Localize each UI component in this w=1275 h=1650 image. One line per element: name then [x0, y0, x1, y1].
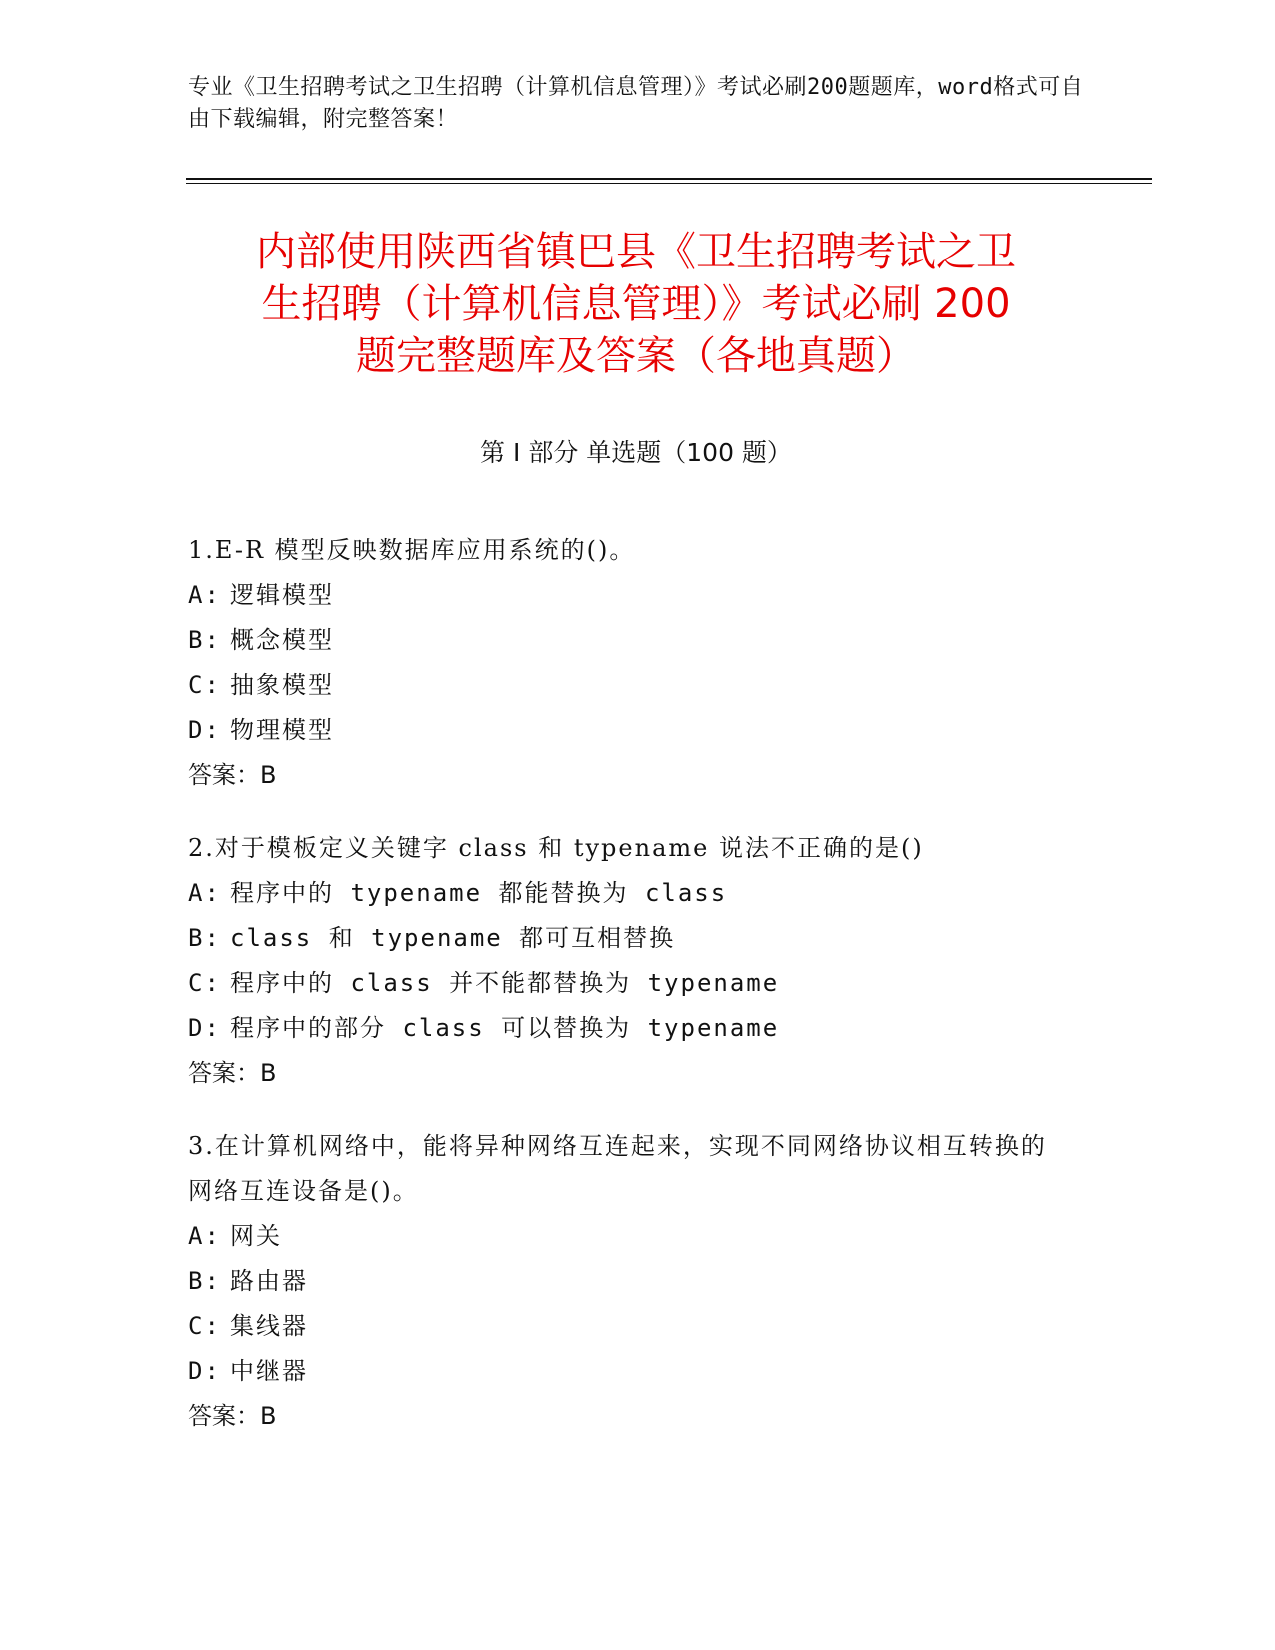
option-text: 逻辑模型 [230, 581, 334, 609]
option-d [188, 1349, 1088, 1394]
option-text: 集线器 [230, 1312, 308, 1340]
document-title-line-3: 题完整题库及答案（各地真题） [356, 333, 916, 379]
question-text: 2.对于模板定义关键字 class 和 typename 说法不正确的是() [188, 834, 924, 862]
answer-line: 答案：B [188, 1059, 277, 1087]
document-title [186, 226, 1086, 382]
answer-line: 答案：B [188, 761, 277, 789]
option-text: class 和 typename 都可互相替换 [230, 924, 676, 952]
option-letter: A: [188, 581, 221, 609]
option-d [188, 1006, 1088, 1051]
option-text: 程序中的部分 class 可以替换为 typename [230, 1014, 780, 1042]
option-d [188, 708, 1088, 753]
option-text: 物理模型 [230, 716, 334, 744]
option-letter: C: [188, 969, 221, 997]
answer-line: 答案：B [188, 1402, 277, 1430]
option-text: 网关 [230, 1222, 282, 1250]
question-item [188, 1124, 1088, 1439]
option-c [188, 1304, 1088, 1349]
option-b [188, 618, 1088, 663]
option-text: 中继器 [230, 1357, 308, 1385]
header-divider-thick [186, 178, 1152, 180]
document-title-line-2: 生招聘（计算机信息管理）》考试必刷 200 [261, 281, 1011, 327]
header-divider-thin [186, 183, 1152, 184]
option-letter: A: [188, 1222, 221, 1250]
option-letter: B: [188, 626, 221, 654]
option-c [188, 961, 1088, 1006]
question-text: 3.在计算机网络中，能将异种网络互连起来，实现不同网络协议相互转换的网络互连设备是()。 [188, 1132, 1047, 1205]
question-list [188, 528, 1088, 1467]
option-letter: D: [188, 1014, 221, 1042]
option-text: 概念模型 [230, 626, 334, 654]
option-b [188, 916, 1088, 961]
option-b [188, 1259, 1088, 1304]
option-text: 程序中的 class 并不能都替换为 typename [230, 969, 780, 997]
question-text: 1.E-R 模型反映数据库应用系统的()。 [188, 536, 636, 564]
option-text: 抽象模型 [230, 671, 334, 699]
option-letter: C: [188, 671, 221, 699]
option-letter: B: [188, 924, 221, 952]
header-note: 专业《卫生招聘考试之卫生招聘（计算机信息管理）》考试必刷200题题库，word格式可自由下载编辑，附完整答案！ [188, 75, 1084, 132]
option-a [188, 871, 1088, 916]
option-a [188, 1214, 1088, 1259]
document-title-line-1: 内部使用陕西省镇巴县《卫生招聘考试之卫 [256, 229, 1016, 275]
option-letter: D: [188, 716, 221, 744]
option-text: 路由器 [230, 1267, 308, 1295]
option-letter: D: [188, 1357, 221, 1385]
option-letter: B: [188, 1267, 221, 1295]
option-letter: A: [188, 879, 221, 907]
option-letter: C: [188, 1312, 221, 1340]
question-item [188, 528, 1088, 798]
option-text: 程序中的 typename 都能替换为 class [230, 879, 728, 907]
question-item [188, 826, 1088, 1096]
option-a [188, 573, 1088, 618]
option-c [188, 663, 1088, 708]
section-heading: 第 I 部分 单选题（100 题） [480, 438, 792, 467]
